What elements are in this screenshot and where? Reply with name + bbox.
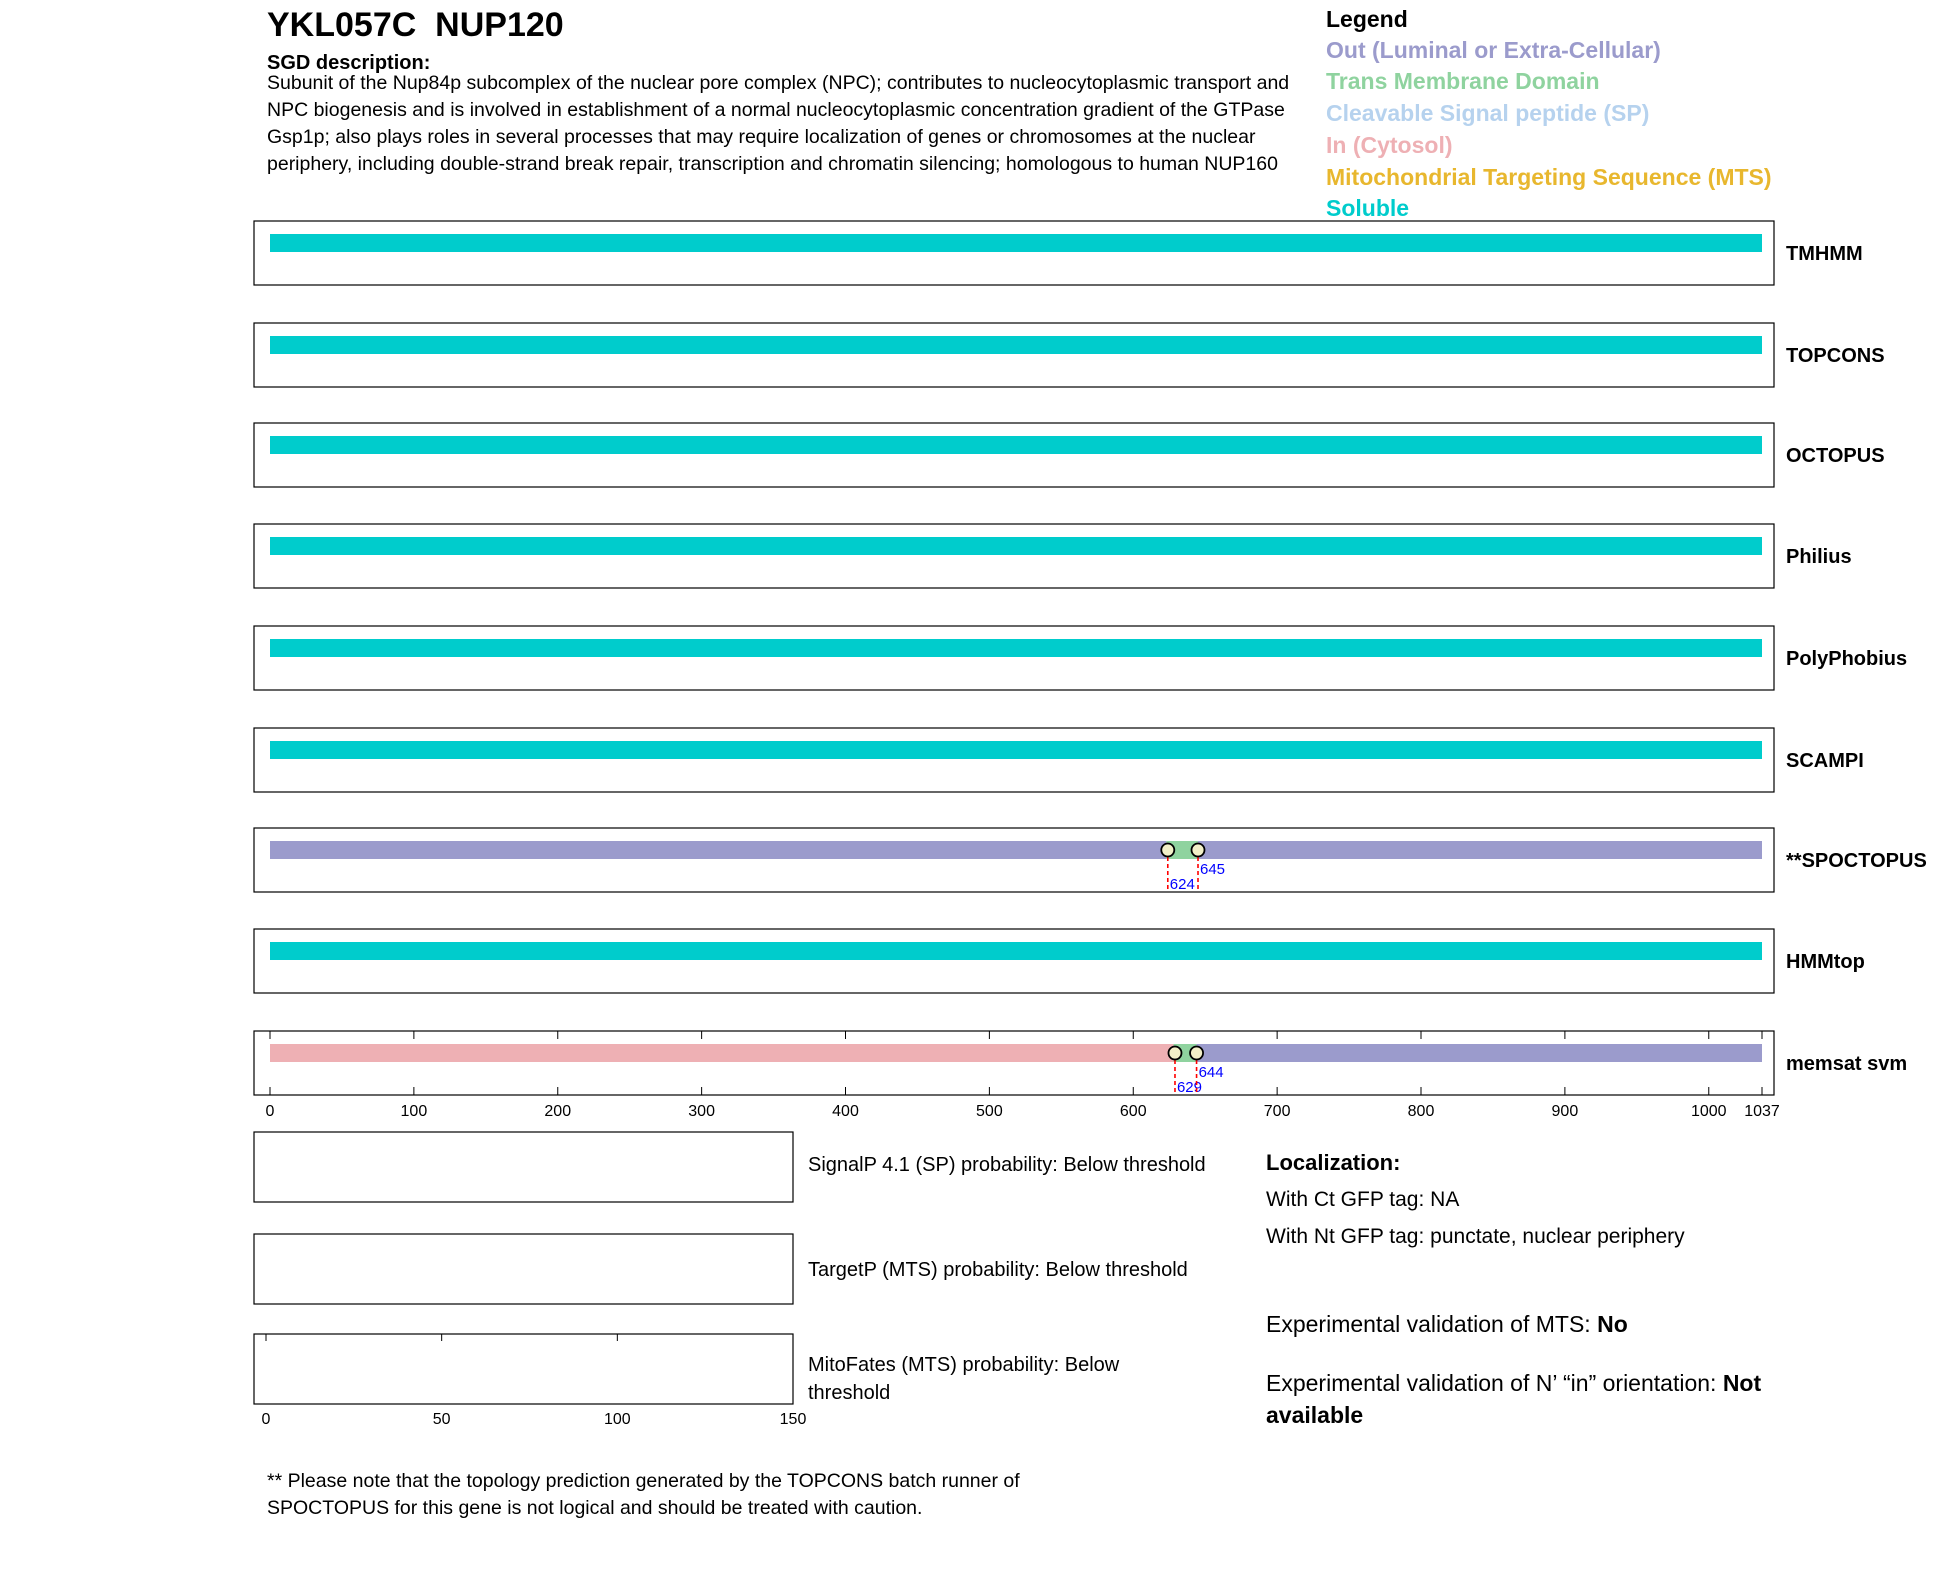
segment-soluble bbox=[270, 436, 1762, 454]
track-octopus bbox=[254, 423, 1885, 487]
segment-out bbox=[270, 841, 1166, 859]
orientation-validation bbox=[1266, 1367, 1826, 1431]
site-label: 624 bbox=[1169, 876, 1195, 893]
track-scampi bbox=[254, 728, 1864, 792]
legend-item-out: Out (Luminal or Extra-Cellular) bbox=[1326, 37, 1661, 63]
prob-axis-tick-label: 0 bbox=[261, 1411, 271, 1428]
ct-gfp-localization: With Ct GFP tag: NA bbox=[1266, 1188, 1460, 1211]
orientation-validation-label: Experimental validation of N’ “in” orientation: bbox=[1266, 1370, 1723, 1396]
track-frame bbox=[254, 423, 1774, 487]
site-marker bbox=[1192, 844, 1205, 857]
legend-item-mts: Mitochondrial Targeting Sequence (MTS) bbox=[1326, 164, 1772, 190]
site-marker bbox=[1161, 844, 1174, 857]
track-label: memsat svm bbox=[1786, 1053, 1908, 1075]
footnote: ** Please note that the topology prediction generated by the TOPCONS batch runner of SPOCTOPUS for this gene is not logical and should be treated with caution. bbox=[267, 1470, 1020, 1519]
signalp-label: SignalP 4.1 (SP) probability: Below threshold bbox=[808, 1154, 1206, 1176]
site-label: 645 bbox=[1200, 861, 1226, 878]
site-marker bbox=[1190, 1047, 1203, 1060]
mts-validation-value: No bbox=[1597, 1311, 1628, 1337]
track-polyphobius bbox=[254, 626, 1907, 690]
track-label: Philius bbox=[1786, 546, 1852, 568]
track-topcons bbox=[254, 323, 1885, 387]
probability-panel-targetp bbox=[254, 1234, 793, 1304]
track-frame bbox=[254, 1031, 1774, 1095]
prob-axis-tick-label: 150 bbox=[779, 1411, 807, 1428]
page-title: YKL057C NUP120 bbox=[267, 6, 564, 44]
track-frame bbox=[254, 728, 1774, 792]
axis-tick-label: 100 bbox=[400, 1103, 428, 1120]
track-label: HMMtop bbox=[1786, 951, 1865, 973]
axis-tick-label: 900 bbox=[1551, 1103, 1579, 1120]
track-frame bbox=[254, 828, 1774, 892]
segment-soluble bbox=[270, 639, 1762, 657]
legend-item-tm: Trans Membrane Domain bbox=[1326, 68, 1600, 94]
axis-tick-label: 700 bbox=[1263, 1103, 1291, 1120]
track-frame bbox=[254, 929, 1774, 993]
track-label: OCTOPUS bbox=[1786, 445, 1885, 467]
prob-axis-tick-label: 50 bbox=[432, 1411, 451, 1428]
orientation-validation-value: Not available bbox=[1266, 1370, 1762, 1428]
track-hmmtop bbox=[254, 929, 1865, 993]
segment-soluble bbox=[270, 537, 1762, 555]
track-label: TOPCONS bbox=[1786, 345, 1885, 367]
segment-out bbox=[1197, 1044, 1762, 1062]
targetp-label: TargetP (MTS) probability: Below threshold bbox=[808, 1259, 1188, 1281]
legend-title: Legend bbox=[1326, 6, 1408, 32]
legend-item-in: In (Cytosol) bbox=[1326, 132, 1453, 158]
legend-item-soluble: Soluble bbox=[1326, 195, 1410, 221]
track-frame bbox=[254, 626, 1774, 690]
site-label: 629 bbox=[1176, 1079, 1203, 1096]
track-frame bbox=[254, 524, 1774, 588]
axis-tick-label: 500 bbox=[976, 1103, 1003, 1120]
mts-validation-label: Experimental validation of MTS: bbox=[1266, 1311, 1598, 1337]
localization-title: Localization: bbox=[1266, 1150, 1401, 1175]
track-tmhmm bbox=[254, 221, 1863, 285]
site-label: 644 bbox=[1198, 1064, 1224, 1081]
track-label: SCAMPI bbox=[1786, 750, 1864, 772]
track-label: TMHMM bbox=[1786, 243, 1863, 265]
track-label: **SPOCTOPUS bbox=[1786, 850, 1927, 872]
probability-panel-mitofates bbox=[254, 1334, 793, 1404]
track-frame bbox=[254, 221, 1774, 285]
axis-tick-label: 1000 bbox=[1690, 1103, 1727, 1120]
segment-soluble bbox=[270, 741, 1762, 759]
sgd-heading: SGD description: bbox=[267, 52, 431, 74]
axis-tick-label: 400 bbox=[832, 1103, 859, 1120]
nt-gfp-localization: With Nt GFP tag: punctate, nuclear periphery bbox=[1266, 1225, 1685, 1248]
axis-tick-label: 1037 bbox=[1744, 1103, 1780, 1120]
mitofates-label: MitoFates (MTS) probability: Below threshold bbox=[808, 1354, 1120, 1404]
segment-soluble bbox=[270, 234, 1762, 252]
axis-tick-label: 300 bbox=[688, 1103, 715, 1120]
sgd-description: Subunit of the Nup84p subcomplex of the nuclear pore complex (NPC); contributes to nucleocytoplasmic transport and NPC biogenesis and is involved in establishment of a normal nucleocytoplasmic concentration gradient of the GTPase Gsp1p; also plays roles in several processes that may require localization of genes or chromosomes at the nuclear periphery, including double-strand break repair, transcription and chromatin silencing; homologous to human NUP160 bbox=[267, 72, 1290, 175]
segment-in bbox=[270, 1044, 1174, 1062]
prob-axis-tick-label: 100 bbox=[603, 1411, 631, 1428]
track-memsat-svm bbox=[254, 1031, 1907, 1096]
axis-tick-label: 0 bbox=[265, 1103, 275, 1120]
segment-soluble bbox=[270, 336, 1762, 354]
track-philius bbox=[254, 524, 1852, 588]
track-spoctopus bbox=[254, 828, 1927, 893]
track-label: PolyPhobius bbox=[1786, 648, 1908, 670]
probability-panel-signalp bbox=[254, 1132, 793, 1202]
segment-soluble bbox=[270, 942, 1762, 960]
axis-tick-label: 200 bbox=[544, 1103, 572, 1120]
axis-tick-label: 600 bbox=[1119, 1103, 1147, 1120]
segment-out bbox=[1198, 841, 1762, 859]
track-frame bbox=[254, 323, 1774, 387]
mts-validation bbox=[1266, 1308, 1826, 1340]
axis-tick-label: 800 bbox=[1407, 1103, 1435, 1120]
site-marker bbox=[1168, 1047, 1181, 1060]
legend-item-sp: Cleavable Signal peptide (SP) bbox=[1326, 100, 1650, 126]
